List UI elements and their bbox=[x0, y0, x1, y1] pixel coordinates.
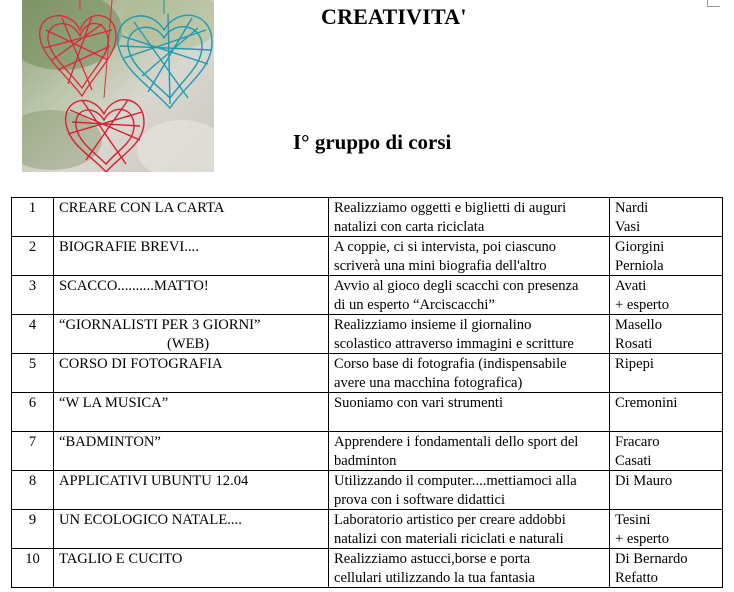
table-row bbox=[12, 276, 723, 315]
table-row bbox=[12, 432, 723, 471]
hearts-photo bbox=[22, 0, 214, 172]
course-description: Realizziamo oggetti e biglietti di auguri natalizi con carta riciclata bbox=[329, 198, 610, 237]
table-row bbox=[12, 198, 723, 237]
course-description: Apprendere i fondamentali dello sport del badminton bbox=[329, 432, 610, 471]
course-number: 10 bbox=[12, 549, 54, 588]
page-subtitle: I° gruppo di corsi bbox=[293, 130, 452, 154]
course-name: “W LA MUSICA” bbox=[54, 393, 329, 432]
course-number: 7 bbox=[12, 432, 54, 471]
course-teachers: Cremonini bbox=[610, 393, 723, 432]
table-row bbox=[12, 510, 723, 549]
table-row bbox=[12, 354, 723, 393]
course-number: 1 bbox=[12, 198, 54, 237]
table-row bbox=[12, 315, 723, 354]
course-description: A coppie, ci si intervista, poi ciascuno scriverà una mini biografia dell'altro bbox=[329, 237, 610, 276]
course-teachers: Giorgini Perniola bbox=[610, 237, 723, 276]
course-name: UN ECOLOGICO NATALE.... bbox=[54, 510, 329, 549]
course-teachers: Masello Rosati bbox=[610, 315, 723, 354]
course-teachers: Ripepi bbox=[610, 354, 723, 393]
course-name: “GIORNALISTI PER 3 GIORNI” (WEB) bbox=[54, 315, 329, 354]
table-row bbox=[12, 549, 723, 588]
course-number: 2 bbox=[12, 237, 54, 276]
table-row bbox=[12, 237, 723, 276]
course-description: Laboratorio artistico per creare addobbi natalizi con materiali riciclati e naturali bbox=[329, 510, 610, 549]
courses-table bbox=[11, 197, 723, 588]
course-name: CORSO DI FOTOGRAFIA bbox=[54, 354, 329, 393]
course-name: APPLICATIVI UBUNTU 12.04 bbox=[54, 471, 329, 510]
table-row bbox=[12, 471, 723, 510]
course-name: TAGLIO E CUCITO bbox=[54, 549, 329, 588]
course-name: CREARE CON LA CARTA bbox=[54, 198, 329, 237]
course-name-sub: (WEB) bbox=[167, 335, 210, 352]
course-number: 6 bbox=[12, 393, 54, 432]
table-row bbox=[12, 393, 723, 432]
course-number: 3 bbox=[12, 276, 54, 315]
course-name: SCACCO..........MATTO! bbox=[54, 276, 329, 315]
course-teachers: Avati + esperto bbox=[610, 276, 723, 315]
course-teachers: Tesini + esperto bbox=[610, 510, 723, 549]
course-name: BIOGRAFIE BREVI.... bbox=[54, 237, 329, 276]
course-number: 5 bbox=[12, 354, 54, 393]
course-description: Realizziamo astucci,borse e porta cellulari utilizzando la tua fantasia bbox=[329, 549, 610, 588]
course-description: Realizziamo insieme il giornalino scolastico attraverso immagini e scritture bbox=[329, 315, 610, 354]
course-teachers: Fracaro Casati bbox=[610, 432, 723, 471]
course-teachers: Di Mauro bbox=[610, 471, 723, 510]
course-teachers: Nardi Vasi bbox=[610, 198, 723, 237]
course-number: 8 bbox=[12, 471, 54, 510]
course-description: Utilizzando il computer....mettiamoci alla prova con i software didattici bbox=[329, 471, 610, 510]
course-description: Avvio al gioco degli scacchi con presenza di un esperto “Arciscacchi” bbox=[329, 276, 610, 315]
course-teachers: Di Bernardo Refatto bbox=[610, 549, 723, 588]
page-title: CREATIVITA' bbox=[321, 4, 467, 29]
page-corner-mark bbox=[707, 0, 720, 7]
course-number: 4 bbox=[12, 315, 54, 354]
course-description: Corso base di fotografia (indispensabile avere una macchina fotografica) bbox=[329, 354, 610, 393]
course-name: “BADMINTON” bbox=[54, 432, 329, 471]
course-description: Suoniamo con vari strumenti bbox=[329, 393, 610, 432]
course-number: 9 bbox=[12, 510, 54, 549]
